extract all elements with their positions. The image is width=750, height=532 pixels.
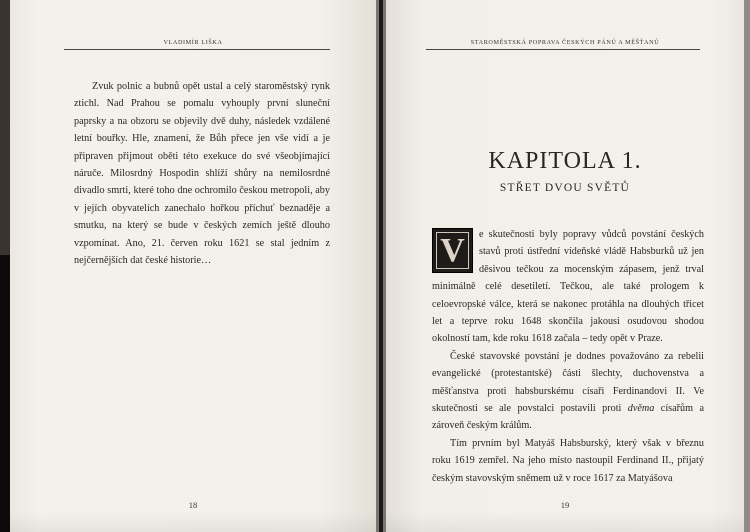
- chapter-subtitle: STŘET DVOU SVĚTŮ: [499, 182, 631, 194]
- left-page: [10, 0, 376, 532]
- running-head-author: VLADIMÍR LIŠKA: [163, 39, 223, 46]
- right-page: [386, 0, 744, 532]
- body-paragraph: Tím prvním byl Matyáš Habsburský, který však v březnu roku 1619 zemřel. Na jeho místo nastoupil Ferdinand II., přijatý českým stavovským sněmem už v roce 1617 za Matyášova: [432, 437, 704, 484]
- emphasis-text: dvěma: [627, 403, 655, 415]
- running-head-chapter: STAROMĚSTSKÁ POPRAVA ČESKÝCH PÁNŮ A MĚŠŤANŮ: [470, 39, 660, 46]
- header-rule: [426, 49, 700, 50]
- drop-cap-letter: V: [440, 232, 465, 269]
- decorative-drop-cap: [432, 228, 473, 273]
- book-spine: [376, 0, 386, 532]
- header-rule: [64, 49, 330, 50]
- page-edge: [744, 0, 750, 532]
- book-cover-edge: [0, 0, 10, 532]
- chapter-body: [432, 226, 704, 487]
- page-number: 19: [560, 500, 570, 510]
- opening-paragraph: [432, 226, 704, 348]
- page-number: 18: [188, 500, 198, 510]
- body-paragraph: [74, 78, 330, 269]
- opening-paragraph-text: e skutečnosti byly popravy vůdců povstání českých stavů proti ústřední vídeňské vládě Habsburků už jen děsivou tečkou za mocenským zápasem, jenž trval minimálně celé desetiletí. Tečkou, ale také prologem k celoevropské válce, která se nakonec protáhla na dlouhých třicet let a teprve roku 1648 skončila jakousi osudovou shodou okolností tam, kde roku 1618 začala – tedy opět v Praze.: [432, 229, 704, 345]
- chapter-title: KAPITOLA 1.: [488, 148, 642, 174]
- paragraph-text: Zvuk polnic a bubnů opět ustal a celý staroměstský rynk ztichl. Nad Prahou se pomalu vyhouply první sluneční paprsky a na obzoru se objevily dvě duhy, následek vzdálené letní bouřky. Hle, znamení, že Bůh přece jen vše vidí a je připraven přijmout oběti této exekuce do své všeobjímající náruče. Milosrdný Hospodin shlíží shůry na nemilosrdné divadlo smrti, které toho dne ochromilo českou metropoli, aby v jejích obyvatelích zanechalo hořkou příchuť beznaděje a smutku, na který se bude v českých zemích ještě dlouho vzpomínat. Ano, 21. červen roku 1621 se stal jedním z nejčernějších dat české historie…: [74, 81, 330, 267]
- body-paragraph: České stavovské povstání je dodnes považováno za rebelii evangelické (protestantské) části šlechty, duchovenstva a měšťanstva proti habsburskému císaři Ferdinandovi II. Ve skutečnosti se ale povstalci postavili proti dvěma císařům a zároveň českým králům.: [432, 350, 704, 432]
